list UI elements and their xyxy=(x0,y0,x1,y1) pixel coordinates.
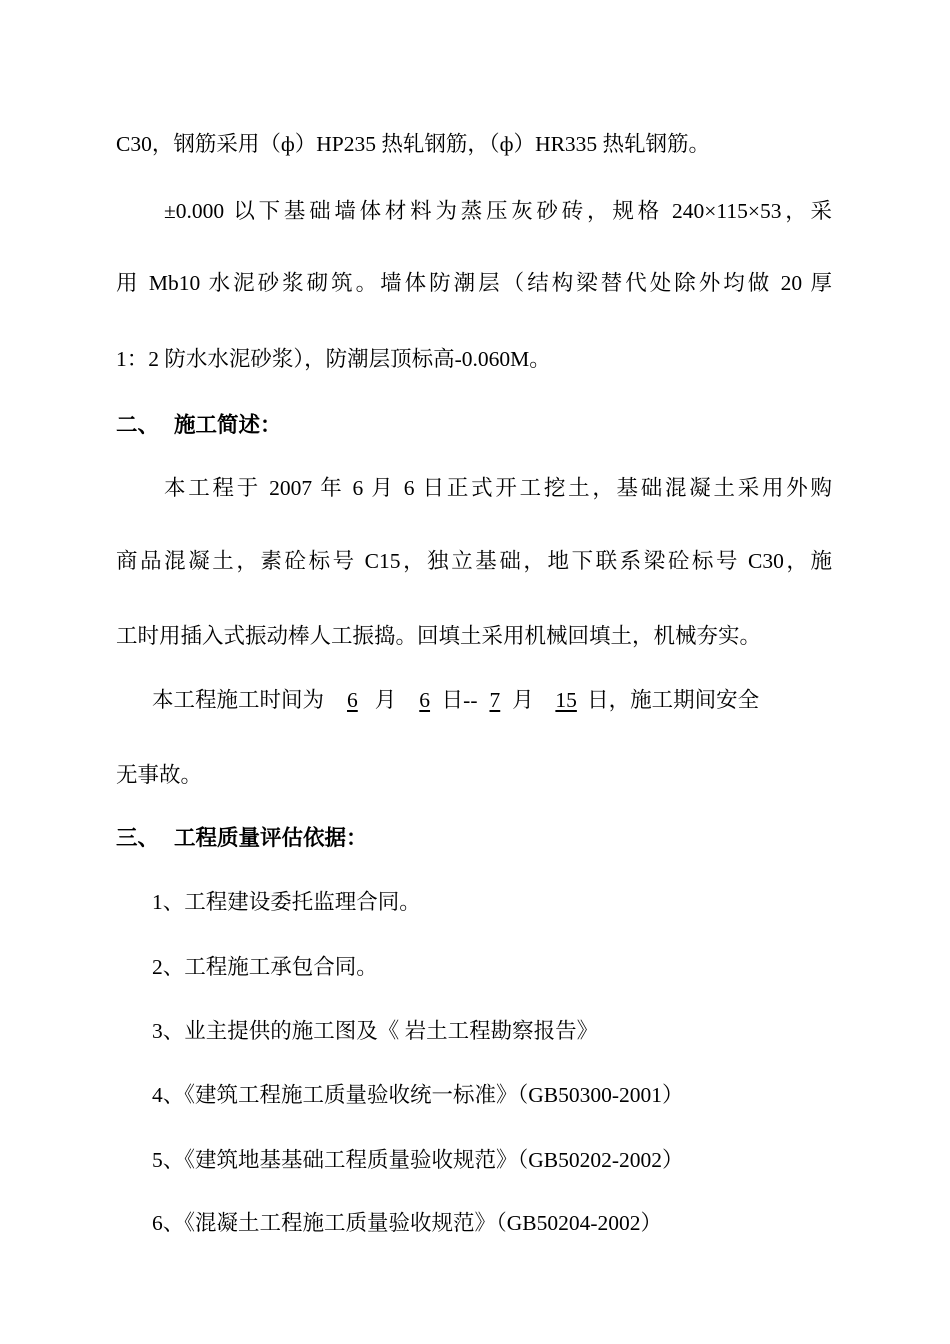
paragraph-line: 商品混凝土，素砼标号 C15，独立基础，地下联系梁砼标号 C30，施 xyxy=(116,549,832,573)
end-month: 7 xyxy=(489,688,501,712)
list-item: 6、《混凝土工程施工质量验收规范》（GB50204-2002） xyxy=(152,1211,663,1235)
section-number: 二、 xyxy=(116,413,160,437)
paragraph-line: 用 Mb10 水泥砂浆砌筑。墙体防潮层（结构梁替代处除外均做 20 厚 xyxy=(116,271,832,295)
end-day: 15 xyxy=(555,688,577,712)
construction-period-line xyxy=(152,685,832,715)
start-month: 6 xyxy=(347,688,358,712)
section-title: 工程质量评估依据： xyxy=(174,826,368,850)
period-prefix: 本工程施工时间为 xyxy=(152,688,325,712)
section-number: 三、 xyxy=(116,826,160,850)
list-item: 2、工程施工承包合同。 xyxy=(152,955,378,979)
month-label: 月 xyxy=(512,688,534,712)
list-item: 1、工程建设委托监理合同。 xyxy=(152,890,421,914)
start-day: 6 xyxy=(419,688,431,712)
paragraph-line: 无事故。 xyxy=(116,763,203,787)
day-label: 日-- xyxy=(441,688,478,712)
section-heading xyxy=(116,823,832,853)
list-item: 4、《建筑工程施工质量验收统一标准》（GB50300-2001） xyxy=(152,1083,684,1107)
paragraph-line: ±0.000 以下基础墙体材料为蒸压灰砂砖，规格 240×115×53，采 xyxy=(164,199,832,223)
paragraph-line: 1：2 防水水泥砂浆），防潮层顶标高-0.060M。 xyxy=(116,347,551,371)
list-item: 5、《建筑地基基础工程质量验收规范》（GB50202-2002） xyxy=(152,1148,684,1172)
paragraph-line: 工时用插入式振动棒人工振捣。回填土采用机械回填土，机械夯实。 xyxy=(116,624,762,648)
month-label: 月 xyxy=(374,688,397,712)
section-title: 施工简述： xyxy=(174,413,282,437)
section-heading xyxy=(116,410,832,440)
list-item: 3、业主提供的施工图及《 岩土工程勘察报告》 xyxy=(152,1019,599,1043)
period-suffix: 日，施工期间安全 xyxy=(587,688,760,712)
paragraph-line: 本工程于 2007 年 6 月 6 日正式开工挖土，基础混凝土采用外购 xyxy=(164,476,832,500)
paragraph-line: C30，钢筋采用（ф）HP235 热轧钢筋，（ф）HR335 热轧钢筋。 xyxy=(116,132,711,156)
